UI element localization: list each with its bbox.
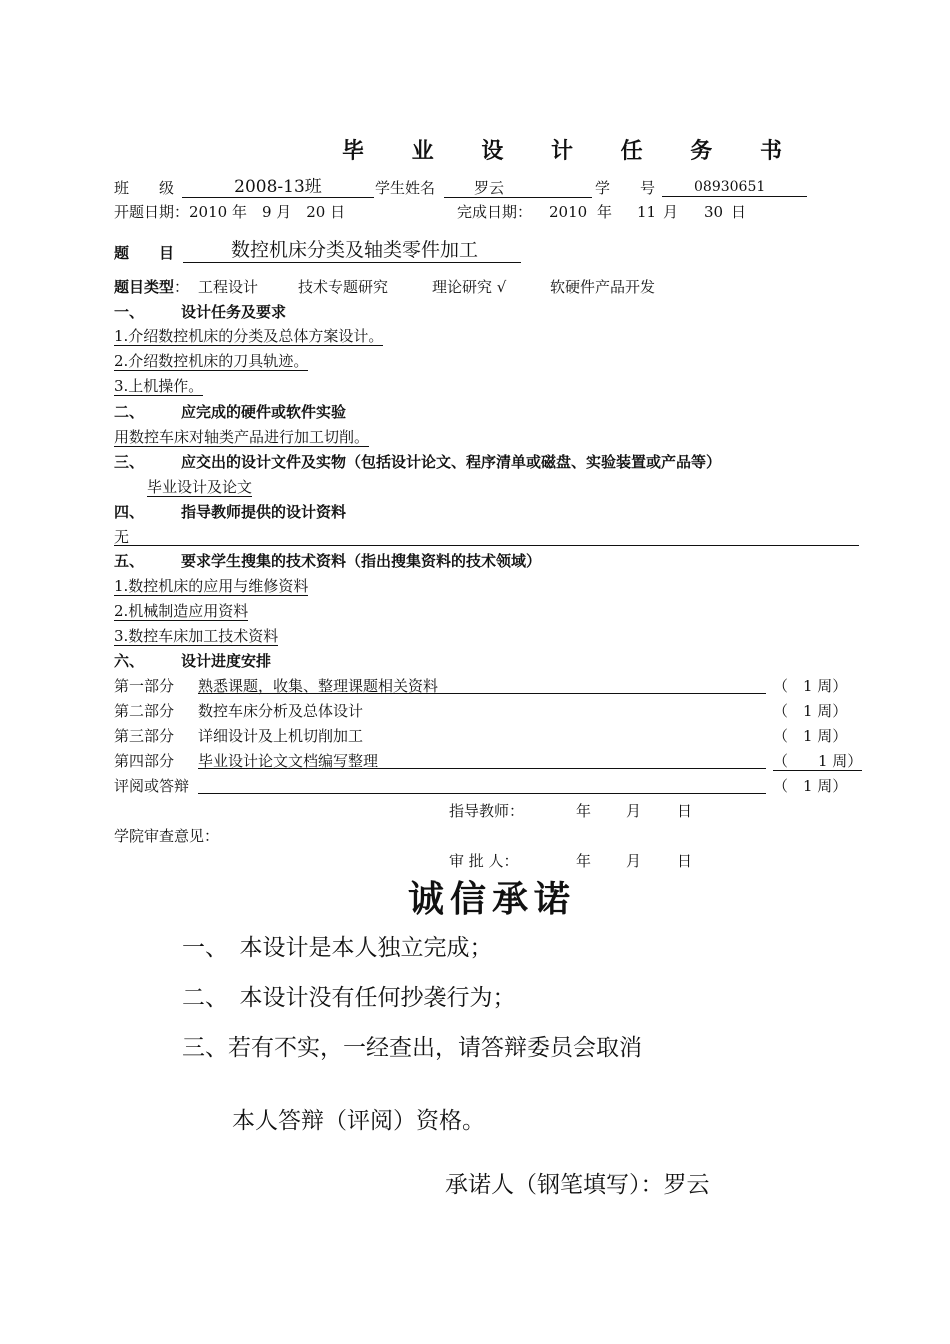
schedule-weeks: （ 1 周） xyxy=(773,702,848,720)
schedule-underline xyxy=(198,693,766,694)
section-6-title: 设计进度安排 xyxy=(181,652,272,670)
section-3-title: 应交出的设计文件及实物（包括设计论文、程序清单或磁盘、实验装置或产品等） xyxy=(181,453,722,471)
section-5-title: 要求学生搜集的技术资料（指出搜集资料的技术领域） xyxy=(181,552,542,570)
student-id-value: 08930651 xyxy=(662,179,807,197)
type-option-engineering: 工程设计 xyxy=(198,278,259,296)
topic-type-sep: ： xyxy=(174,278,190,296)
type-option-tech-research: 技术专题研究 xyxy=(298,278,389,296)
section-3-text: 毕业设计及论文 xyxy=(147,478,253,496)
schedule-task: 详细设计及上机切削加工 xyxy=(198,727,364,745)
advisor-label: 指导教师： xyxy=(449,802,525,820)
class-value: 2008-13班 xyxy=(182,177,374,198)
end-date-day-unit: 日 xyxy=(731,203,747,221)
schedule-underline xyxy=(198,793,766,794)
section-5-number: 五、 xyxy=(114,552,145,570)
schedule-weeks: （ 1 周） xyxy=(773,752,863,770)
section-4-number: 四、 xyxy=(114,503,145,521)
section-1-title: 设计任务及要求 xyxy=(181,303,287,321)
section-1-item: 1.介绍数控机床的分类及总体方案设计。 xyxy=(114,327,384,345)
topic-value: 数控机床分类及轴类零件加工 xyxy=(183,239,521,263)
section-3-number: 三、 xyxy=(114,453,145,471)
end-date-day: 30 xyxy=(704,203,724,221)
section-2-title: 应完成的硬件或软件实验 xyxy=(181,403,347,421)
advisor-day: 日 xyxy=(677,802,693,820)
section-2-number: 二、 xyxy=(114,403,145,421)
section-6-number: 六、 xyxy=(114,652,145,670)
schedule-part: 第一部分 xyxy=(114,677,175,695)
college-review-label: 学院审查意见： xyxy=(114,827,220,845)
topic-type-row xyxy=(114,278,189,296)
advisor-month: 月 xyxy=(626,802,642,820)
section-4-title: 指导教师提供的设计资料 xyxy=(181,503,347,521)
section-1-number: 一、 xyxy=(114,303,145,321)
section-1-item: 3.上机操作。 xyxy=(114,377,204,395)
student-name-value: 罗云 xyxy=(444,179,592,198)
schedule-task: 熟悉课题，收集、整理课题相关资料 xyxy=(198,677,439,695)
schedule-part: 第三部分 xyxy=(114,727,175,745)
approver-label: 审 批 人： xyxy=(449,852,519,870)
schedule-weeks: （ 1 周） xyxy=(773,677,848,695)
schedule-part: 第四部分 xyxy=(114,752,175,770)
section-5-item: 3.数控车床加工技术资料 xyxy=(114,627,279,645)
schedule-part: 评阅或答辩 xyxy=(114,777,190,795)
section-1-item: 2.介绍数控机床的刀具轨迹。 xyxy=(114,352,309,370)
pledge-line-4: 本人答辩（评阅）资格。 xyxy=(232,1108,485,1134)
section-5-item: 1.数控机床的应用与维修资料 xyxy=(114,577,309,595)
approver-year: 年 xyxy=(576,852,592,870)
approver-month: 月 xyxy=(626,852,642,870)
end-date-year-unit: 年 xyxy=(597,203,613,221)
pledge-signer xyxy=(445,1172,710,1200)
type-option-software: 软硬件产品开发 xyxy=(550,278,656,296)
section-2-text: 用数控车床对轴类产品进行加工切削。 xyxy=(114,428,370,446)
student-name-label: 学生姓名 xyxy=(375,179,436,197)
section-5-item: 2.机械制造应用资料 xyxy=(114,602,249,620)
pledge-line-2: 二、 本设计没有任何抄袭行为； xyxy=(182,985,516,1011)
pledge-title: 诚信承诺 xyxy=(408,878,577,920)
pledge-line-3: 三、若有不实，一经查出，请答辩委员会取消 xyxy=(182,1035,642,1061)
pledge-signer-name: 罗云 xyxy=(663,1172,710,1198)
student-id-label: 学 号 xyxy=(595,179,656,197)
topic-type-label: 题目类型 xyxy=(114,278,175,296)
document-title: 毕 业 设 计 任 务 书 xyxy=(342,138,802,164)
schedule-weeks: （ 1 周） xyxy=(773,777,848,795)
schedule-underline xyxy=(198,768,766,769)
end-date-month: 11 xyxy=(637,203,657,221)
class-label: 班 级 xyxy=(114,179,175,197)
schedule-task: 数控车床分析及总体设计 xyxy=(198,702,364,720)
end-date-label: 完成日期： xyxy=(457,203,533,221)
schedule-task: 毕业设计论文文档编写整理 xyxy=(198,752,379,770)
approver-day: 日 xyxy=(677,852,693,870)
topic-label: 题 目 xyxy=(114,244,175,262)
pledge-signer-label: 承诺人（钢笔填写）： xyxy=(445,1172,664,1198)
type-option-theory: 理论研究 √ xyxy=(432,278,507,296)
start-date: 开题日期：2010 年 9 月 20 日 xyxy=(114,203,346,221)
section-4-text: 无 xyxy=(114,528,130,546)
section-4-underline xyxy=(114,545,859,546)
end-date-year: 2010 xyxy=(549,203,588,221)
end-date-month-unit: 月 xyxy=(663,203,679,221)
schedule-part: 第二部分 xyxy=(114,702,175,720)
advisor-year: 年 xyxy=(576,802,592,820)
pledge-line-1: 一、 本设计是本人独立完成； xyxy=(182,935,493,961)
schedule-weeks: （ 1 周） xyxy=(773,727,848,745)
